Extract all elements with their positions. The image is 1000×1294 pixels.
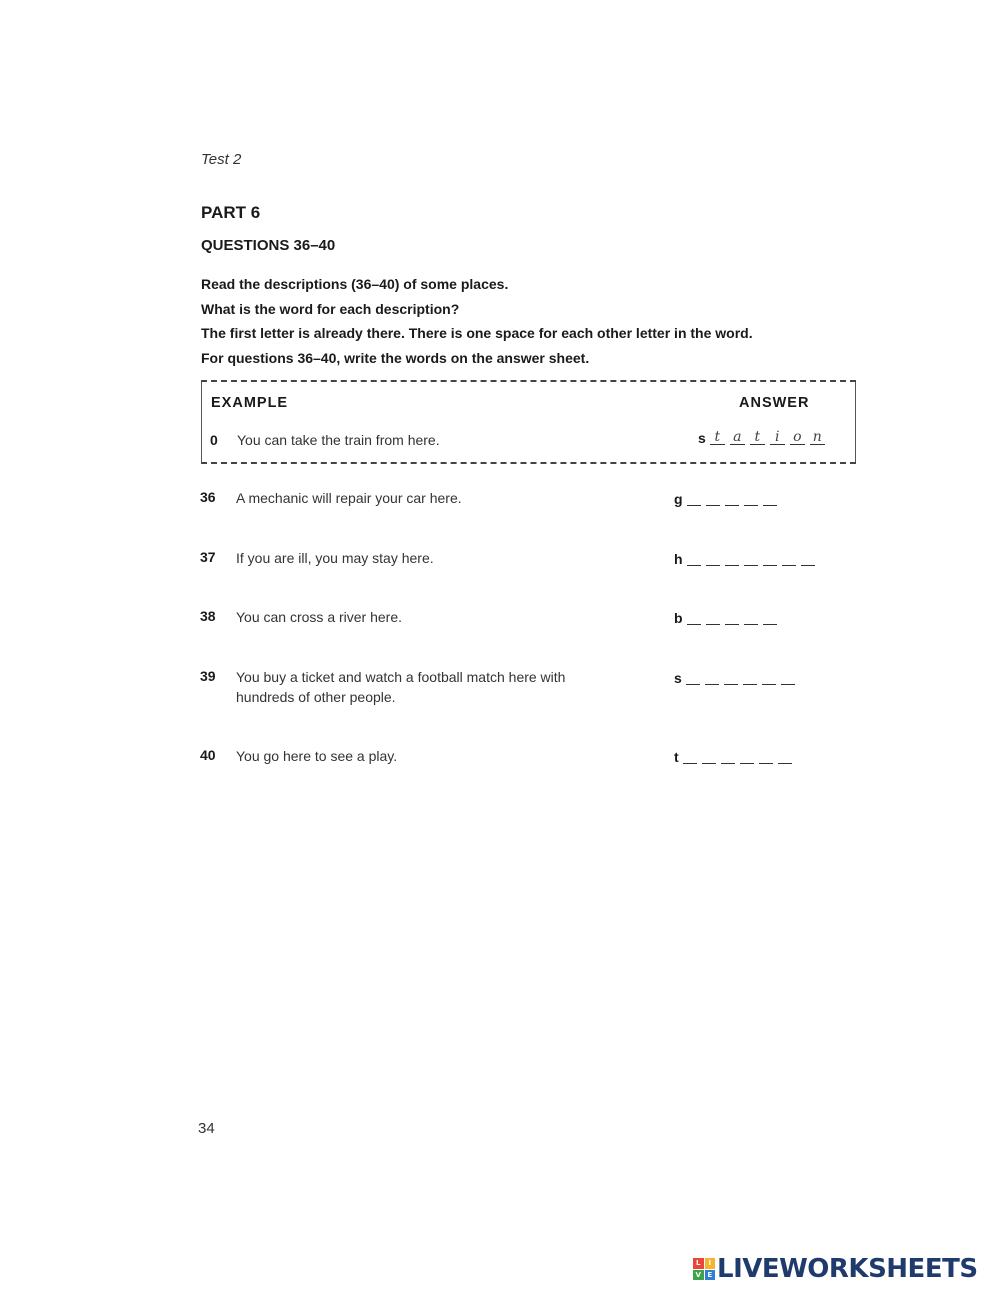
question-text-line: You go here to see a play. [236, 748, 398, 764]
answer-blank[interactable] [781, 682, 795, 685]
logo-tile: I [705, 1258, 716, 1269]
answer-blank[interactable] [686, 682, 700, 685]
answer-blank[interactable] [705, 682, 719, 685]
example-first-letter: s [698, 430, 706, 446]
answer-blank[interactable] [744, 622, 758, 625]
answer-blank[interactable] [759, 761, 773, 764]
instruction-line: For questions 36–40, write the words on the answer sheet. [201, 349, 590, 366]
question-number: 38 [200, 608, 216, 624]
part-title: PART 6 [201, 203, 261, 222]
answer-blank[interactable] [706, 563, 720, 566]
answer-field-39[interactable] [674, 671, 800, 685]
question-text-line: hundreds of other people. [236, 689, 396, 705]
answer-field-40[interactable] [674, 750, 797, 764]
answer-first-letter: t [674, 749, 679, 765]
answer-label: ANSWER [739, 395, 810, 411]
answer-blank[interactable] [763, 563, 777, 566]
answer-first-letter: g [674, 491, 683, 507]
answer-blank[interactable] [683, 761, 697, 764]
answer-blank[interactable] [687, 563, 701, 566]
example-answer-letter: a [730, 430, 745, 445]
example-label: EXAMPLE [211, 395, 289, 411]
question-text-line: You can cross a river here. [236, 609, 403, 625]
question-text [236, 746, 397, 766]
answer-blank[interactable] [743, 682, 757, 685]
answer-field-36[interactable] [674, 492, 782, 506]
answer-blank[interactable] [778, 761, 792, 764]
question-text [236, 667, 565, 707]
logo-tile: E [705, 1270, 716, 1281]
answer-blank[interactable] [702, 761, 716, 764]
question-number: 39 [200, 668, 216, 684]
answer-blank[interactable] [782, 563, 796, 566]
instruction-line: The first letter is already there. There is one space for each other letter in the word. [201, 325, 753, 341]
test-label: Test 2 [201, 151, 242, 168]
example-text: You can take the train from here. [237, 432, 440, 448]
answer-blank[interactable] [763, 503, 777, 506]
answer-blank[interactable] [762, 682, 776, 685]
liveworksheets-logo-icon [693, 1258, 715, 1280]
question-number: 36 [200, 489, 216, 505]
answer-first-letter: b [674, 610, 683, 626]
example-box-top-border [201, 380, 856, 382]
answer-first-letter: s [674, 670, 682, 686]
example-box [201, 380, 856, 463]
answer-blank[interactable] [706, 503, 720, 506]
answer-blank[interactable] [763, 622, 777, 625]
example-answer-letter: i [770, 430, 785, 445]
answer-blank[interactable] [744, 563, 758, 566]
answer-field-37[interactable] [674, 552, 820, 566]
question-text-line: If you are ill, you may stay here. [236, 550, 434, 566]
question-text-line: A mechanic will repair your car here. [236, 490, 462, 506]
example-number: 0 [210, 432, 218, 448]
answer-blank[interactable] [706, 622, 720, 625]
liveworksheets-logo [693, 1254, 978, 1284]
answer-first-letter: h [674, 551, 683, 567]
question-number: 37 [200, 549, 216, 565]
answer-blank[interactable] [725, 503, 739, 506]
questions-title: QUESTIONS 36–40 [201, 237, 336, 254]
instructions [201, 272, 753, 370]
question-text [236, 607, 402, 627]
question-text [236, 548, 434, 568]
example-answer-letter: t [750, 430, 765, 445]
question-text-line: You buy a ticket and watch a football match here with [236, 669, 566, 685]
answer-blank[interactable] [687, 503, 701, 506]
answer-blank[interactable] [725, 563, 739, 566]
brand-text: LIVEWORKSHEETS [717, 1254, 978, 1284]
instruction-line: Read the descriptions (36–40) of some places. [201, 276, 509, 292]
question-text [236, 488, 462, 508]
example-box-bottom-border [201, 462, 856, 464]
answer-blank[interactable] [687, 622, 701, 625]
example-answer-letter: o [790, 430, 805, 445]
answer-blank[interactable] [801, 563, 815, 566]
answer-blank[interactable] [725, 622, 739, 625]
answer-blank[interactable] [744, 503, 758, 506]
answer-blank[interactable] [740, 761, 754, 764]
logo-tile: V [693, 1270, 704, 1281]
question-number: 40 [200, 747, 216, 763]
answer-blank[interactable] [721, 761, 735, 764]
example-answer-letter: n [810, 430, 825, 445]
example-answer [698, 430, 830, 445]
instruction-line: What is the word for each description? [201, 300, 460, 317]
page-number: 34 [198, 1120, 215, 1137]
answer-blank[interactable] [724, 682, 738, 685]
example-answer-letter: t [710, 430, 725, 445]
answer-field-38[interactable] [674, 611, 782, 625]
logo-tile: L [693, 1258, 704, 1269]
